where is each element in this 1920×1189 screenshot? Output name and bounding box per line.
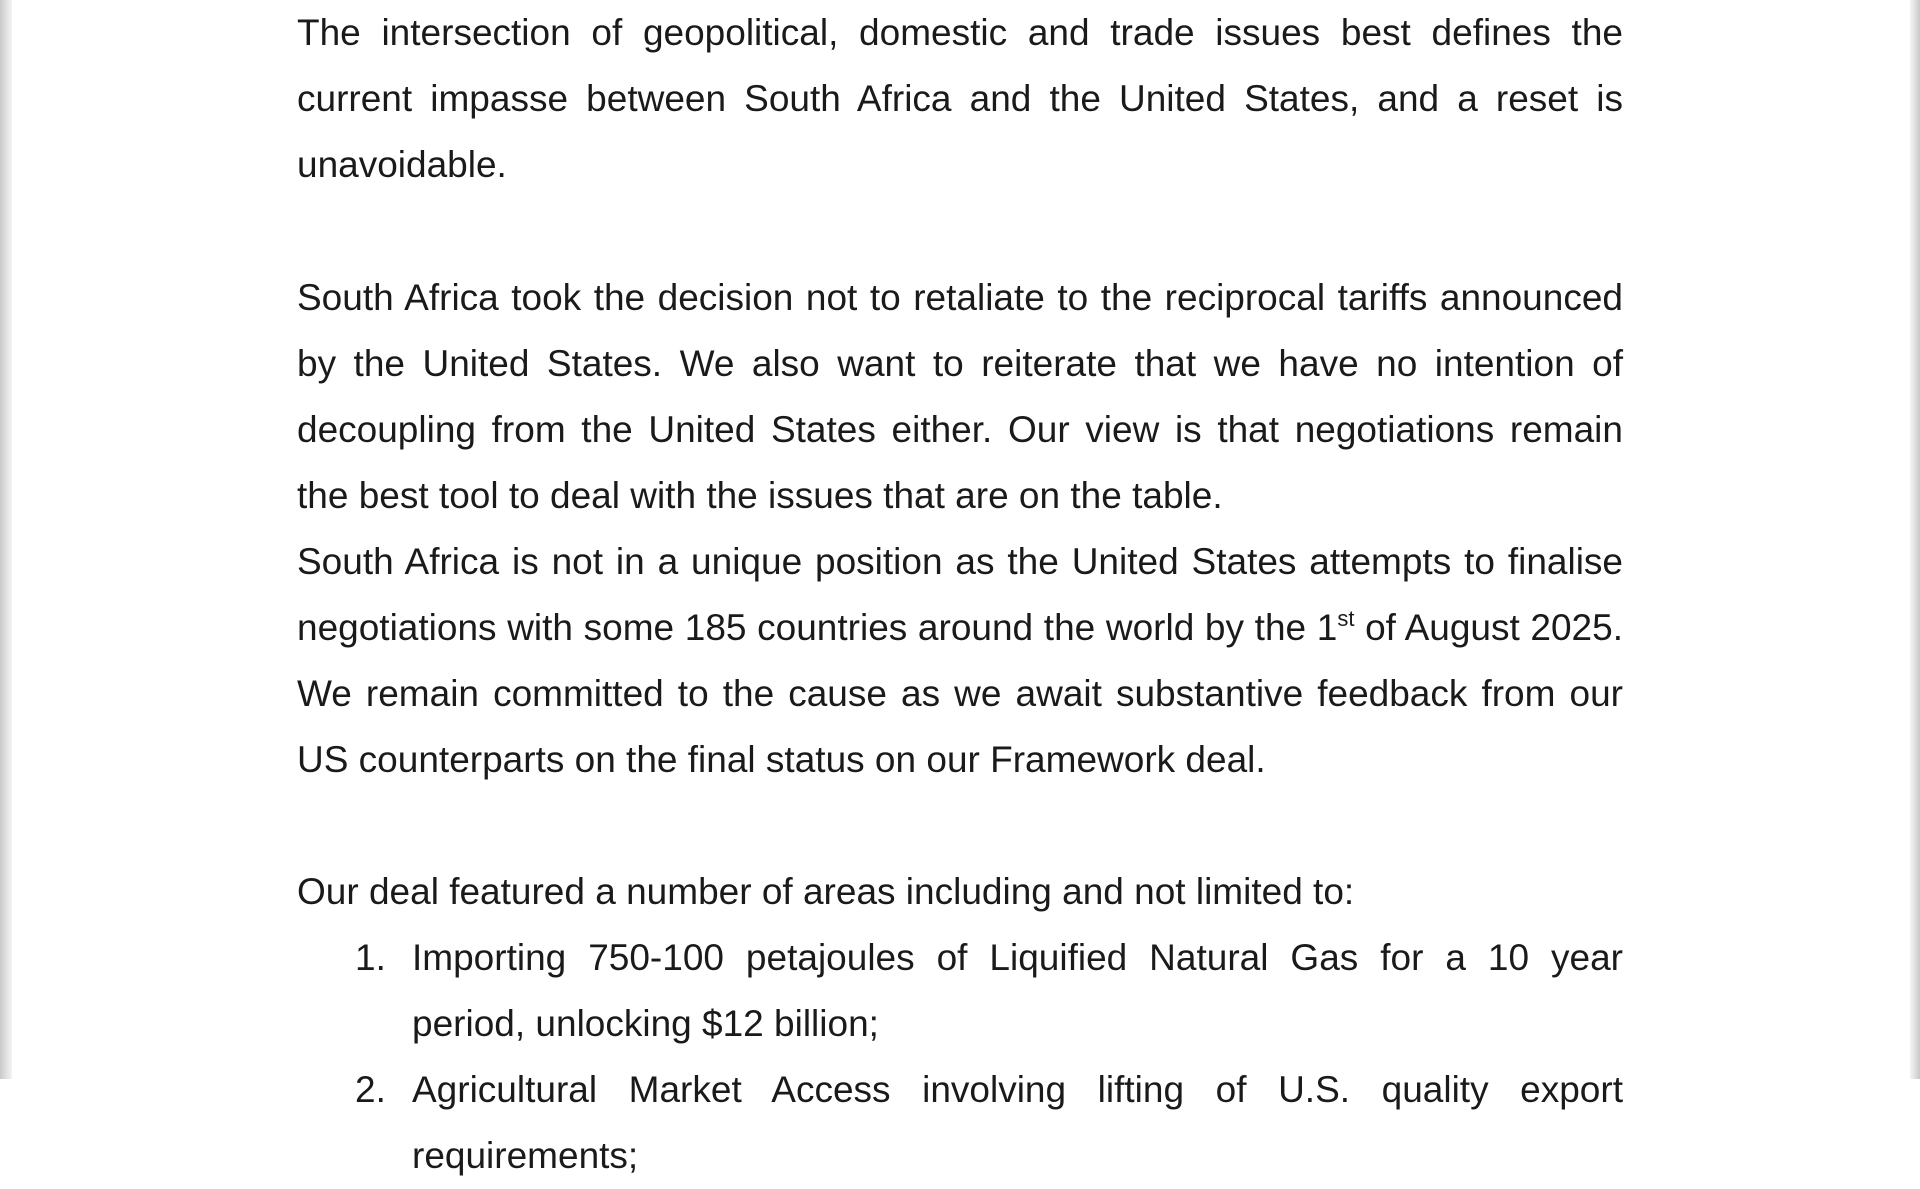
deal-areas-list (297, 925, 1623, 1189)
ordinal-superscript: st (1337, 606, 1355, 631)
paragraph-deal-areas-intro: Our deal featured a number of areas including and not limited to: (297, 871, 1355, 912)
page-edge-left (0, 0, 12, 1079)
list-item-number: 2. (355, 1069, 386, 1110)
paragraph-negotiations-deadline (297, 529, 1623, 793)
page-edge-right (1910, 0, 1920, 1079)
list-item-text: Importing 750-100 petajoules of Liquified Natural Gas for a 10 year period, unlocking $12 billion; (412, 937, 1623, 1044)
paragraph-impasse: The intersection of geopolitical, domestic and trade issues best defines the current impasse between South Africa and the United States, and a reset is unavoidable. (297, 12, 1623, 185)
list-item-number: 1. (355, 937, 386, 978)
list-item (297, 925, 1623, 1057)
paragraph-no-retaliation: South Africa took the decision not to retaliate to the reciprocal tariffs announced by the United States. We also want to reiterate that we have no intention of decoupling from the United States either. Our view is that negotiations remain the best tool to deal with the issues that are on the table. (297, 277, 1623, 516)
list-item-text: Agricultural Market Access involving lifting of U.S. quality export requirements; (412, 1069, 1623, 1176)
list-item (297, 1057, 1623, 1189)
paragraph-text-after-superscript: of August 2025. We remain committed to the cause as we await substantive feedback from our US counterparts on the final status on our Framework deal. (297, 607, 1623, 780)
paragraph-text-before-superscript: South Africa is not in a unique position as the United States attempts to finalise negotiations with some 185 countries around the world by the 1 (297, 541, 1623, 648)
